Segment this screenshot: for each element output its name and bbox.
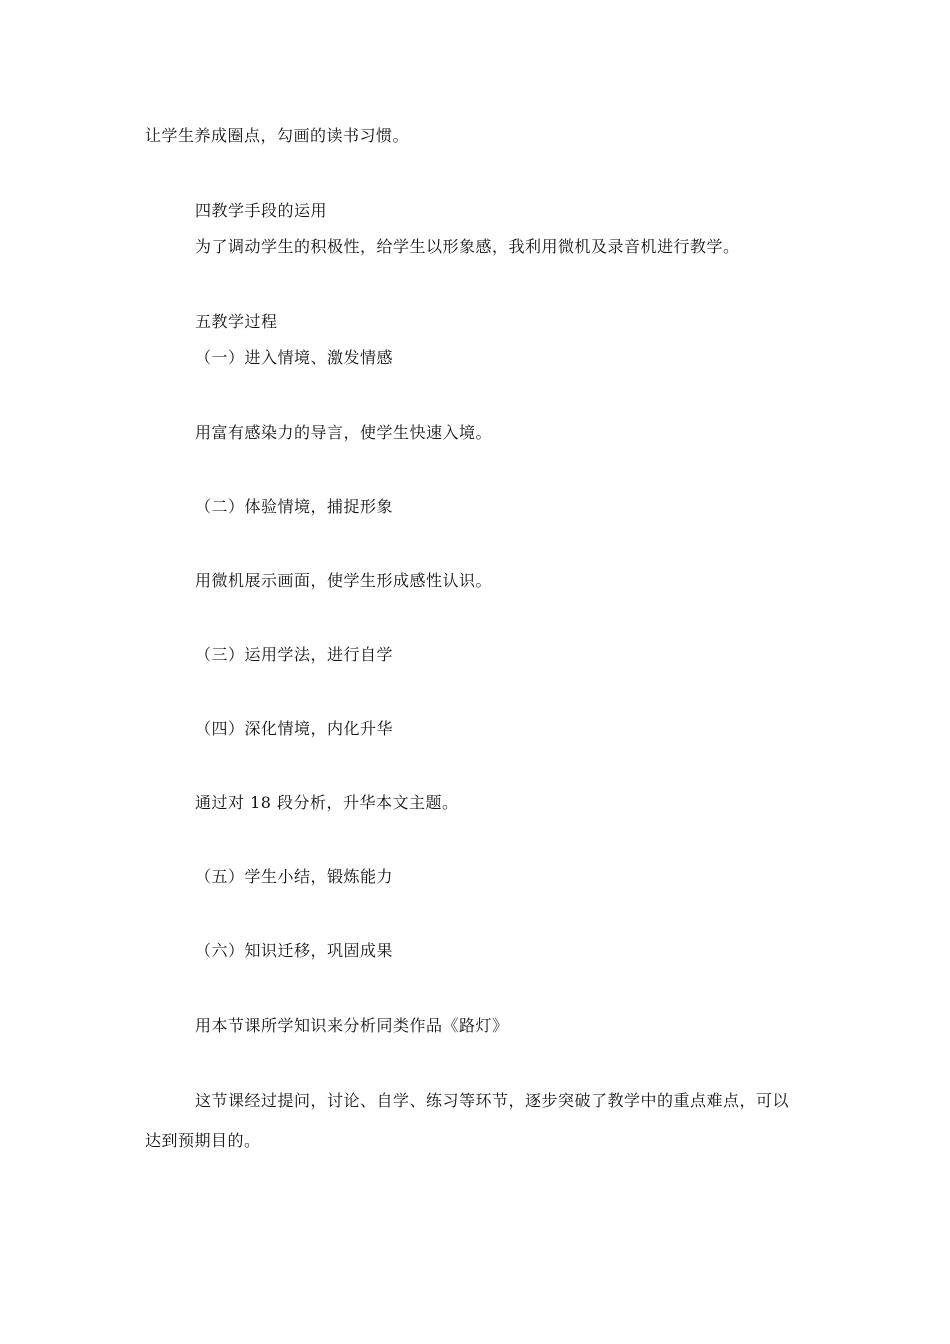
subheading-step-1: （一）进入情境、激发情感 [195, 348, 394, 367]
paragraph-step-2: 用微机展示画面，使学生形成感性认识。 [195, 571, 493, 590]
paragraph-summary-line-2: 达到预期目的。 [145, 1131, 261, 1150]
heading-teaching-means: 四教学手段的运用 [195, 201, 328, 220]
heading-teaching-process: 五教学过程 [195, 312, 278, 331]
paragraph-step-4: 通过对 18 段分析，升华本文主题。 [195, 793, 459, 812]
paragraph-step-6: 用本节课所学知识来分析同类作品《路灯》 [195, 1016, 509, 1035]
subheading-step-5: （五）学生小结，锻炼能力 [195, 867, 394, 886]
subheading-step-2: （二）体验情境，捕捉形象 [195, 497, 394, 516]
paragraph-reading-habit: 让学生养成圈点，勾画的读书习惯。 [145, 126, 410, 145]
subheading-step-6: （六）知识迁移，巩固成果 [195, 941, 394, 960]
paragraph-teaching-means: 为了调动学生的积极性，给学生以形象感，我利用微机及录音机进行教学。 [195, 237, 740, 256]
subheading-step-4: （四）深化情境，内化升华 [195, 719, 394, 738]
paragraph-summary-line-1: 这节课经过提问，讨论、自学、练习等环节，逐步突破了教学中的重点难点，可以 [195, 1091, 790, 1110]
paragraph-step-1: 用富有感染力的导言，使学生快速入境。 [195, 423, 493, 442]
subheading-step-3: （三）运用学法，进行自学 [195, 645, 394, 664]
